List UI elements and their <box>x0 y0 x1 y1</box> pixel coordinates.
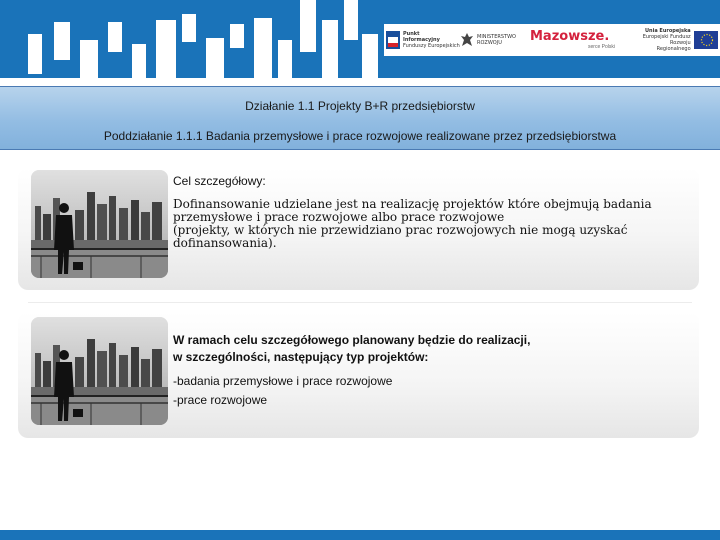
punkt-informacyjny-logo <box>386 24 460 56</box>
project-types-heading <box>173 332 693 366</box>
ministry-line2: ROZWOJU <box>477 40 502 46</box>
decor-block <box>362 34 378 78</box>
mazowsze-tagline: serce Polski <box>588 44 615 50</box>
punkt-line1: Punkt <box>403 31 420 37</box>
decor-block <box>54 22 70 60</box>
decor-block <box>300 0 316 52</box>
project-type-item: -badania przemysłowe i prace rozwojowe <box>173 374 393 388</box>
objective-heading: Cel szczegółowy: <box>173 174 266 188</box>
footer-band <box>0 530 720 540</box>
mazowsze-logo <box>530 24 626 56</box>
subaction-title: Poddziałanie 1.1.1 Badania przemysłowe i prace rozwojowe realizowane przez przedsiębiorstwa <box>103 129 617 143</box>
ministry-logo <box>460 24 518 56</box>
header-band <box>0 0 720 78</box>
divider <box>28 302 692 303</box>
decor-block <box>206 38 224 78</box>
objective-line: dofinansowania). <box>173 236 277 250</box>
decor-block <box>182 14 196 42</box>
fe-flag-icon <box>386 31 400 49</box>
decor-block <box>322 20 338 78</box>
decor-block <box>344 0 358 40</box>
mazowsze-name: Mazowsze. <box>530 29 610 44</box>
businessman-photo <box>31 317 168 425</box>
objective-line: (projekty, w których nie przewidziano prac rozwojowych nie mogą uzyskać <box>173 223 628 237</box>
eu-logo <box>638 24 718 56</box>
action-title: Działanie 1.1 Projekty B+R przedsiębiorstw <box>245 99 475 113</box>
eu-line2: Europejski Fundusz <box>642 34 691 40</box>
businessman-photo <box>31 170 168 278</box>
logo-strip <box>384 24 720 56</box>
decor-block <box>28 34 42 74</box>
decor-block <box>278 40 292 78</box>
project-type-item: -prace rozwojowe <box>173 393 268 407</box>
objective-body <box>173 198 683 250</box>
decor-block <box>80 40 98 78</box>
eu-line3: Rozwoju Regionalnego <box>656 40 691 52</box>
punkt-line2: Informacyjny <box>403 37 440 43</box>
decor-block <box>108 22 122 52</box>
project-types-heading-line: W ramach celu szczegółowego planowany będzie do realizacji, <box>173 333 531 347</box>
eu-line1: Unia Europejska <box>644 28 691 34</box>
eu-flag-icon <box>694 31 718 49</box>
objective-line: przemysłowe i prace rozwojowe albo prace rozwojowe <box>173 210 505 224</box>
project-types-heading-line: w szczególności, następujący typ projektów: <box>173 350 429 364</box>
decor-block <box>230 24 244 48</box>
decor-block <box>254 18 272 78</box>
title-box <box>0 86 720 150</box>
objective-card <box>18 168 699 290</box>
decor-block <box>132 44 146 78</box>
punkt-line3: Funduszy Europejskich <box>403 43 460 49</box>
ministry-line1: MINISTERSTWO <box>477 34 516 40</box>
eagle-emblem-icon <box>460 32 474 48</box>
decor-block <box>156 20 176 78</box>
project-types-card <box>18 312 699 438</box>
objective-line: Dofinansowanie udzielane jest na realizację projektów które obejmują badania <box>173 197 652 211</box>
